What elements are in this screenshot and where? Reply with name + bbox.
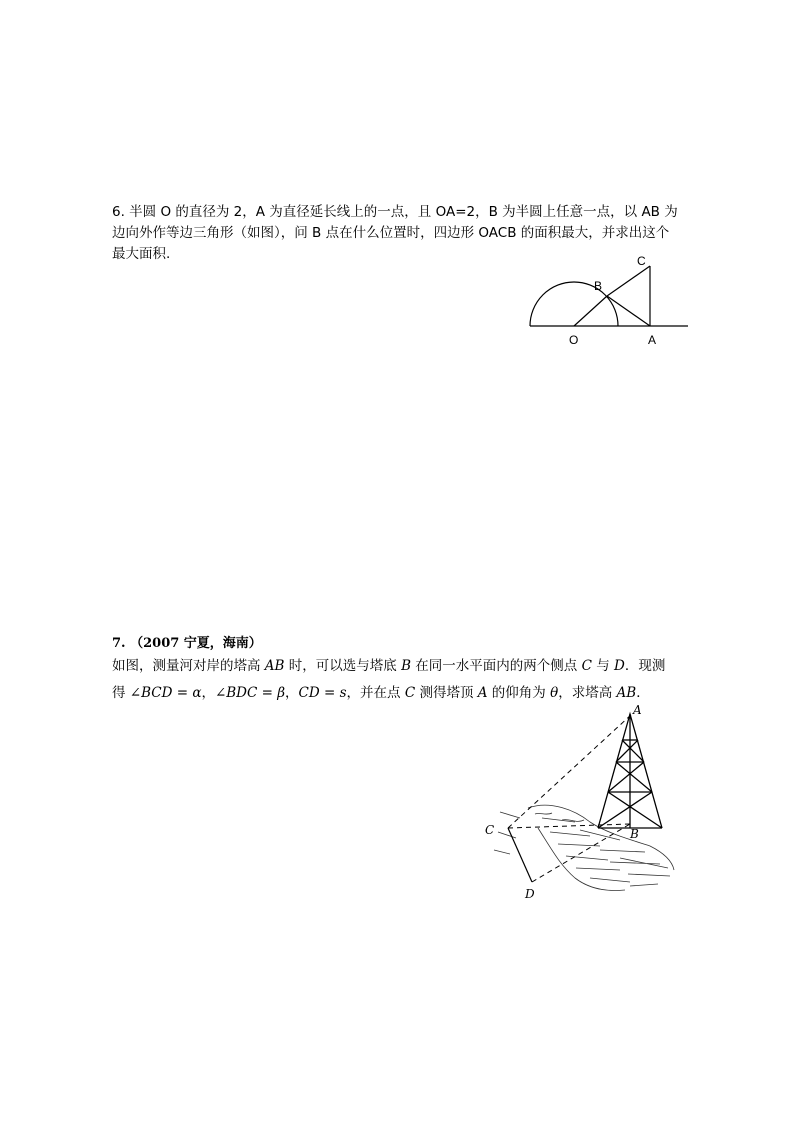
text-run: ， [285,685,299,701]
problem-6-line-2: 边向外作等边三角形（如图），问 B 点在什么位置时，四边形 OACB 的面积最大，并求出这个 [112,225,670,241]
label-b: B [594,279,603,293]
semicircle-arc [530,282,618,326]
label-o: O [569,333,579,347]
text-run: 得 [112,685,130,701]
problem-6-line-3: 最大面积. [112,246,171,262]
text-run: 如图，测量河对岸的塔高 [112,658,265,674]
ground-line-db [532,824,630,882]
text-run: ，并在点 [346,685,405,701]
problem-7-line-1 [112,653,694,680]
label-b: B [630,827,639,841]
math-angle-bcd: ∠BCD = α [129,685,202,701]
text-run: 在同一水平面内的两个侧点 [410,658,582,674]
segment-bc [607,266,650,296]
problem-7-heading: 7. （2007 宁夏，海南） [112,636,262,651]
math-d: D [614,658,625,674]
math-b: B [401,658,411,674]
label-a: A [648,333,657,347]
segment-cd [508,828,532,882]
math-ab: AB [264,658,285,674]
text-run: 与 [591,658,615,674]
segment-ba [607,296,650,326]
text-run: 时，可以选与塔底 [284,658,402,674]
semicircle-triangle-figure [528,253,690,348]
text-run: ． [636,685,650,701]
tower [598,714,662,828]
label-d: D [525,887,535,901]
problem-6-line-1: 6. 半圆 O 的直径为 2，A 为直径延长线上的一点，且 OA=2，B 为半圆上任意一点，以 AB 为 [112,204,678,220]
label-c: C [485,823,495,837]
text-run: ， [201,685,215,701]
tower-river-figure [480,700,686,905]
math-a: A [477,685,488,701]
segment-ob [574,296,607,326]
math-angle-bdc: ∠BDC = β [214,685,286,701]
math-c: C [581,658,592,674]
label-c: C [637,254,646,268]
text-run: ．现测 [624,658,666,674]
text-run: 测得塔顶 [415,685,478,701]
label-a: A [633,703,642,717]
math-ab: AB [616,685,637,701]
math-cd: CD = s [298,685,347,701]
problem-7 [112,653,694,707]
math-theta: θ [550,685,559,701]
math-c: C [404,685,416,701]
text-run: ，求塔高 [558,685,617,701]
text-run: 的仰角为 [487,685,551,701]
